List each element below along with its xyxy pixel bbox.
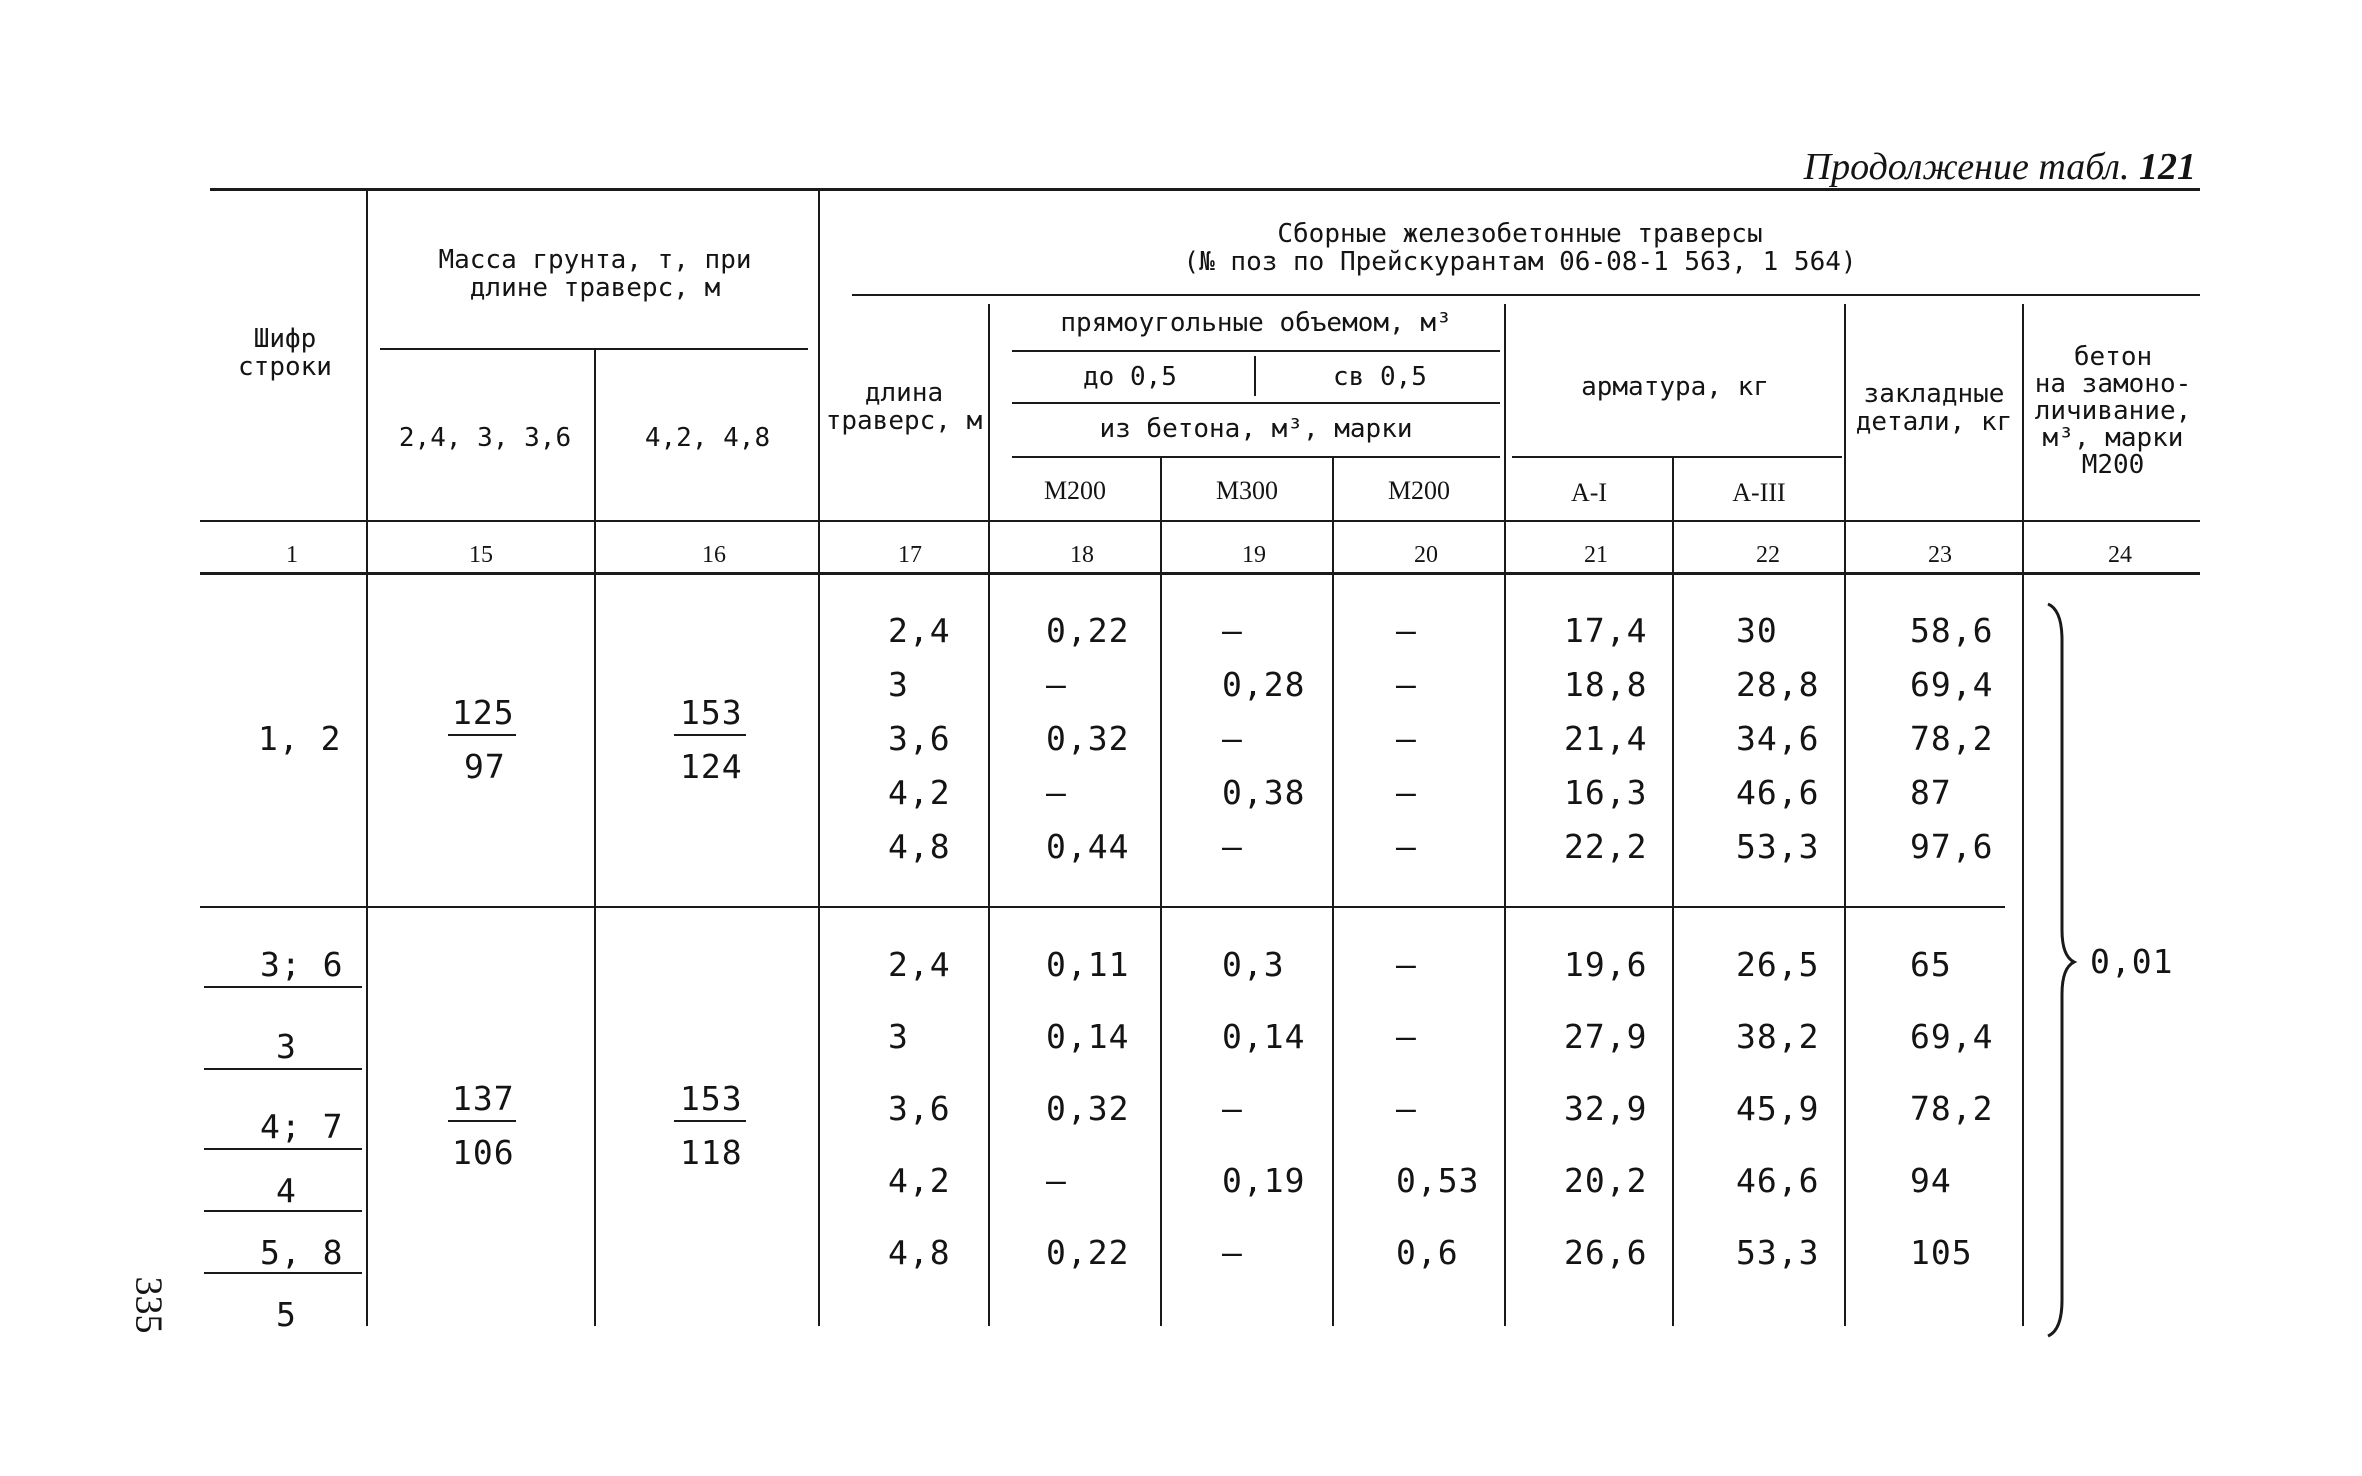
group2-rebar-a1-cell: 27,9 [1564, 1017, 1648, 1056]
page-number: 335 [127, 1276, 170, 1334]
group1-rebar-a3-cell: 46,6 [1736, 773, 1820, 812]
header-rebar: арматура, кг [1581, 372, 1769, 402]
header-upto: до 0,5 [1083, 362, 1177, 392]
upto-rule [1012, 402, 1500, 404]
header-bottom-rule [200, 520, 2200, 522]
group1-upto-m200-cell: — [1046, 665, 1067, 704]
group2-rebar-a3-cell: 26,5 [1736, 945, 1820, 984]
group1-embedded-cell: 69,4 [1910, 665, 1994, 704]
group1-embedded-cell: 97,6 [1910, 827, 1994, 866]
table-caption [1804, 148, 2196, 186]
group2-length-cell: 3,6 [888, 1089, 951, 1128]
group2-over-m200-cell: — [1396, 945, 1417, 984]
fraction-bar-1a [448, 734, 516, 736]
code-rule-2 [204, 1068, 362, 1070]
group2-upto-m300-cell: 0,3 [1222, 945, 1285, 984]
vrule-length [988, 304, 990, 1326]
group1-rebar-a1-cell: 17,4 [1564, 611, 1648, 650]
group2-code-5: 5, 8 [260, 1233, 344, 1272]
colnum-20: 20 [1414, 542, 1438, 568]
group2-upto-m200-cell: 0,11 [1046, 945, 1130, 984]
vrule-upto-over [1254, 356, 1256, 396]
group2-length-cell: 4,8 [888, 1233, 951, 1272]
group1-upto-m300-cell: — [1222, 611, 1243, 650]
brace [2040, 600, 2080, 1340]
vrule-rect-end [1504, 304, 1506, 1326]
rect-volume-rule [1012, 350, 1500, 352]
group1-upto-m300-cell: — [1222, 827, 1243, 866]
group1-length-cell: 3 [888, 665, 909, 704]
vrule-rebar-end [1844, 304, 1846, 1326]
group1-embedded-cell: 78,2 [1910, 719, 1994, 758]
fraction-bar-2a [448, 1120, 516, 1122]
header-grade-1: М200 [1043, 476, 1107, 505]
group1-embedded-cell: 58,6 [1910, 611, 1994, 650]
group1-embedded-cell: 87 [1910, 773, 1952, 812]
colnum-22: 22 [1756, 542, 1780, 568]
group2-over-m200-cell: 0,6 [1396, 1233, 1459, 1272]
code-rule-4 [204, 1210, 362, 1212]
group2-upto-m300-cell: — [1222, 1089, 1243, 1128]
group2-over-m200-cell: — [1396, 1017, 1417, 1056]
group2-rebar-a1-cell: 19,6 [1564, 945, 1648, 984]
group2-rebar-a3-cell: 38,2 [1736, 1017, 1820, 1056]
group1-over-m200-cell: — [1396, 719, 1417, 758]
from-concrete-rule [1012, 456, 1500, 458]
group2-mass1-num: 137 [452, 1079, 515, 1118]
colnum-16: 16 [702, 542, 726, 568]
fraction-bar-1b [674, 734, 746, 736]
group1-rebar-a1-cell: 16,3 [1564, 773, 1648, 812]
group1-upto-m200-cell: — [1046, 773, 1067, 812]
group1-upto-m200-cell: 0,22 [1046, 611, 1130, 650]
group1-length-cell: 4,2 [888, 773, 951, 812]
group1-over-m200-cell: — [1396, 773, 1417, 812]
group2-rebar-a3-cell: 46,6 [1736, 1161, 1820, 1200]
group2-upto-m200-cell: — [1046, 1161, 1067, 1200]
header-over: св 0,5 [1333, 362, 1427, 392]
group1-rebar-a3-cell: 30 [1736, 611, 1778, 650]
header-grade-3: М200 [1387, 476, 1451, 505]
group1-upto-m200-cell: 0,44 [1046, 827, 1130, 866]
group1-over-m200-cell: — [1396, 827, 1417, 866]
caption-prefix: Продолжение табл. [1803, 146, 2130, 188]
group2-mass1-den: 106 [452, 1133, 515, 1172]
group1-rebar-a3-cell: 34,6 [1736, 719, 1820, 758]
rebar-rule [1512, 456, 1842, 458]
group2-embedded-cell: 94 [1910, 1161, 1952, 1200]
group1-length-cell: 2,4 [888, 611, 951, 650]
group1-mass1-num: 125 [452, 693, 515, 732]
header-rebar-type-2: А-III [1732, 478, 1786, 507]
header-mass-col-1: 2,4, 3, 3,6 [398, 423, 572, 453]
group2-code-1: 3; 6 [260, 945, 344, 984]
group1-upto-m300-cell: 0,28 [1222, 665, 1306, 704]
colnum-15: 15 [469, 542, 493, 568]
header-from-concrete: из бетона, м³, марки [1099, 414, 1413, 444]
group1-length-cell: 3,6 [888, 719, 951, 758]
group2-embedded-cell: 105 [1910, 1233, 1973, 1272]
group2-over-m200-cell: — [1396, 1089, 1417, 1128]
header-rebar-type-1: А-I [1570, 478, 1608, 507]
colnum-23: 23 [1928, 542, 1952, 568]
group1-over-m200-cell: — [1396, 665, 1417, 704]
vrule-grade2 [1332, 456, 1334, 1326]
caption-number: 121 [2139, 146, 2196, 188]
group1-code: 1, 2 [258, 719, 342, 758]
code-rule-5 [204, 1272, 362, 1274]
group1-upto-m300-cell: — [1222, 719, 1243, 758]
group1-mass2-num: 153 [680, 693, 743, 732]
group1-mass1-den: 97 [464, 747, 506, 786]
group2-embedded-cell: 65 [1910, 945, 1952, 984]
group1-rebar-a1-cell: 18,8 [1564, 665, 1648, 704]
header-mass-col-2: 4,2, 4,8 [644, 423, 771, 453]
top-rule [210, 188, 2200, 191]
group2-code-2: 3 [276, 1027, 297, 1066]
group2-upto-m200-cell: 0,22 [1046, 1233, 1130, 1272]
group2-upto-m300-cell: 0,19 [1222, 1161, 1306, 1200]
colnum-19: 19 [1242, 542, 1266, 568]
vrule-code [366, 190, 368, 1326]
group1-rebar-a3-cell: 28,8 [1736, 665, 1820, 704]
group2-embedded-cell: 69,4 [1910, 1017, 1994, 1056]
group1-upto-m300-cell: 0,38 [1222, 773, 1306, 812]
group2-mass2-den: 118 [680, 1133, 743, 1172]
fraction-bar-2b [674, 1120, 746, 1122]
group1-rebar-a1-cell: 21,4 [1564, 719, 1648, 758]
vrule-grade1 [1160, 456, 1162, 1326]
vrule-rebar [1672, 456, 1674, 1326]
group2-rebar-a1-cell: 26,6 [1564, 1233, 1648, 1272]
group1-length-cell: 4,8 [888, 827, 951, 866]
precast-group-rule [852, 294, 2200, 296]
code-rule-3 [204, 1148, 362, 1150]
group2-rebar-a1-cell: 20,2 [1564, 1161, 1648, 1200]
colnum-21: 21 [1584, 542, 1608, 568]
header-length: длина траверс, м [825, 378, 983, 436]
group2-length-cell: 2,4 [888, 945, 951, 984]
colnum-rule [200, 572, 2200, 575]
group-divider-rule [200, 906, 2005, 908]
group2-rebar-a1-cell: 32,9 [1564, 1089, 1648, 1128]
colnum-18: 18 [1070, 542, 1094, 568]
concrete-value: 0,01 [2090, 942, 2174, 981]
group2-upto-m200-cell: 0,32 [1046, 1089, 1130, 1128]
group1-rebar-a1-cell: 22,2 [1564, 827, 1648, 866]
group2-upto-m300-cell: — [1222, 1233, 1243, 1272]
vrule-mass-end [818, 190, 820, 1326]
group2-rebar-a3-cell: 45,9 [1736, 1089, 1820, 1128]
group2-length-cell: 3 [888, 1017, 909, 1056]
group1-over-m200-cell: — [1396, 611, 1417, 650]
header-code: Шифр строки [238, 324, 332, 382]
header-rect-volume: прямоугольные объемом, м³ [1060, 308, 1452, 338]
header-precast-group: Сборные железобетонные траверсы (№ поз по Прейскурантам 06-08-1 563, 1 564) [1183, 219, 1857, 277]
colnum-1: 1 [286, 542, 298, 568]
header-embedded: закладные детали, кг [1855, 379, 2013, 437]
group1-rebar-a3-cell: 53,3 [1736, 827, 1820, 866]
header-grade-2: М300 [1215, 476, 1279, 505]
group2-mass2-num: 153 [680, 1079, 743, 1118]
group2-rebar-a3-cell: 53,3 [1736, 1233, 1820, 1272]
vrule-embedded-end [2022, 304, 2024, 1326]
group2-over-m200-cell: 0,53 [1396, 1161, 1480, 1200]
colnum-17: 17 [898, 542, 922, 568]
group2-upto-m300-cell: 0,14 [1222, 1017, 1306, 1056]
group2-code-4: 4 [276, 1171, 297, 1210]
group2-length-cell: 4,2 [888, 1161, 951, 1200]
header-concrete: бетон на замоно- личивание, м³, марки М200 [2034, 342, 2192, 480]
group2-upto-m200-cell: 0,14 [1046, 1017, 1130, 1056]
colnum-24: 24 [2108, 542, 2132, 568]
header-mass-group: Масса грунта, т, при длине траверс, м [438, 245, 752, 303]
code-rule-1 [204, 986, 362, 988]
group1-mass2-den: 124 [680, 747, 743, 786]
group2-embedded-cell: 78,2 [1910, 1089, 1994, 1128]
vrule-mass-split [594, 350, 596, 1326]
group1-upto-m200-cell: 0,32 [1046, 719, 1130, 758]
group2-code-3: 4; 7 [260, 1107, 344, 1146]
group2-code-6: 5 [276, 1295, 297, 1334]
